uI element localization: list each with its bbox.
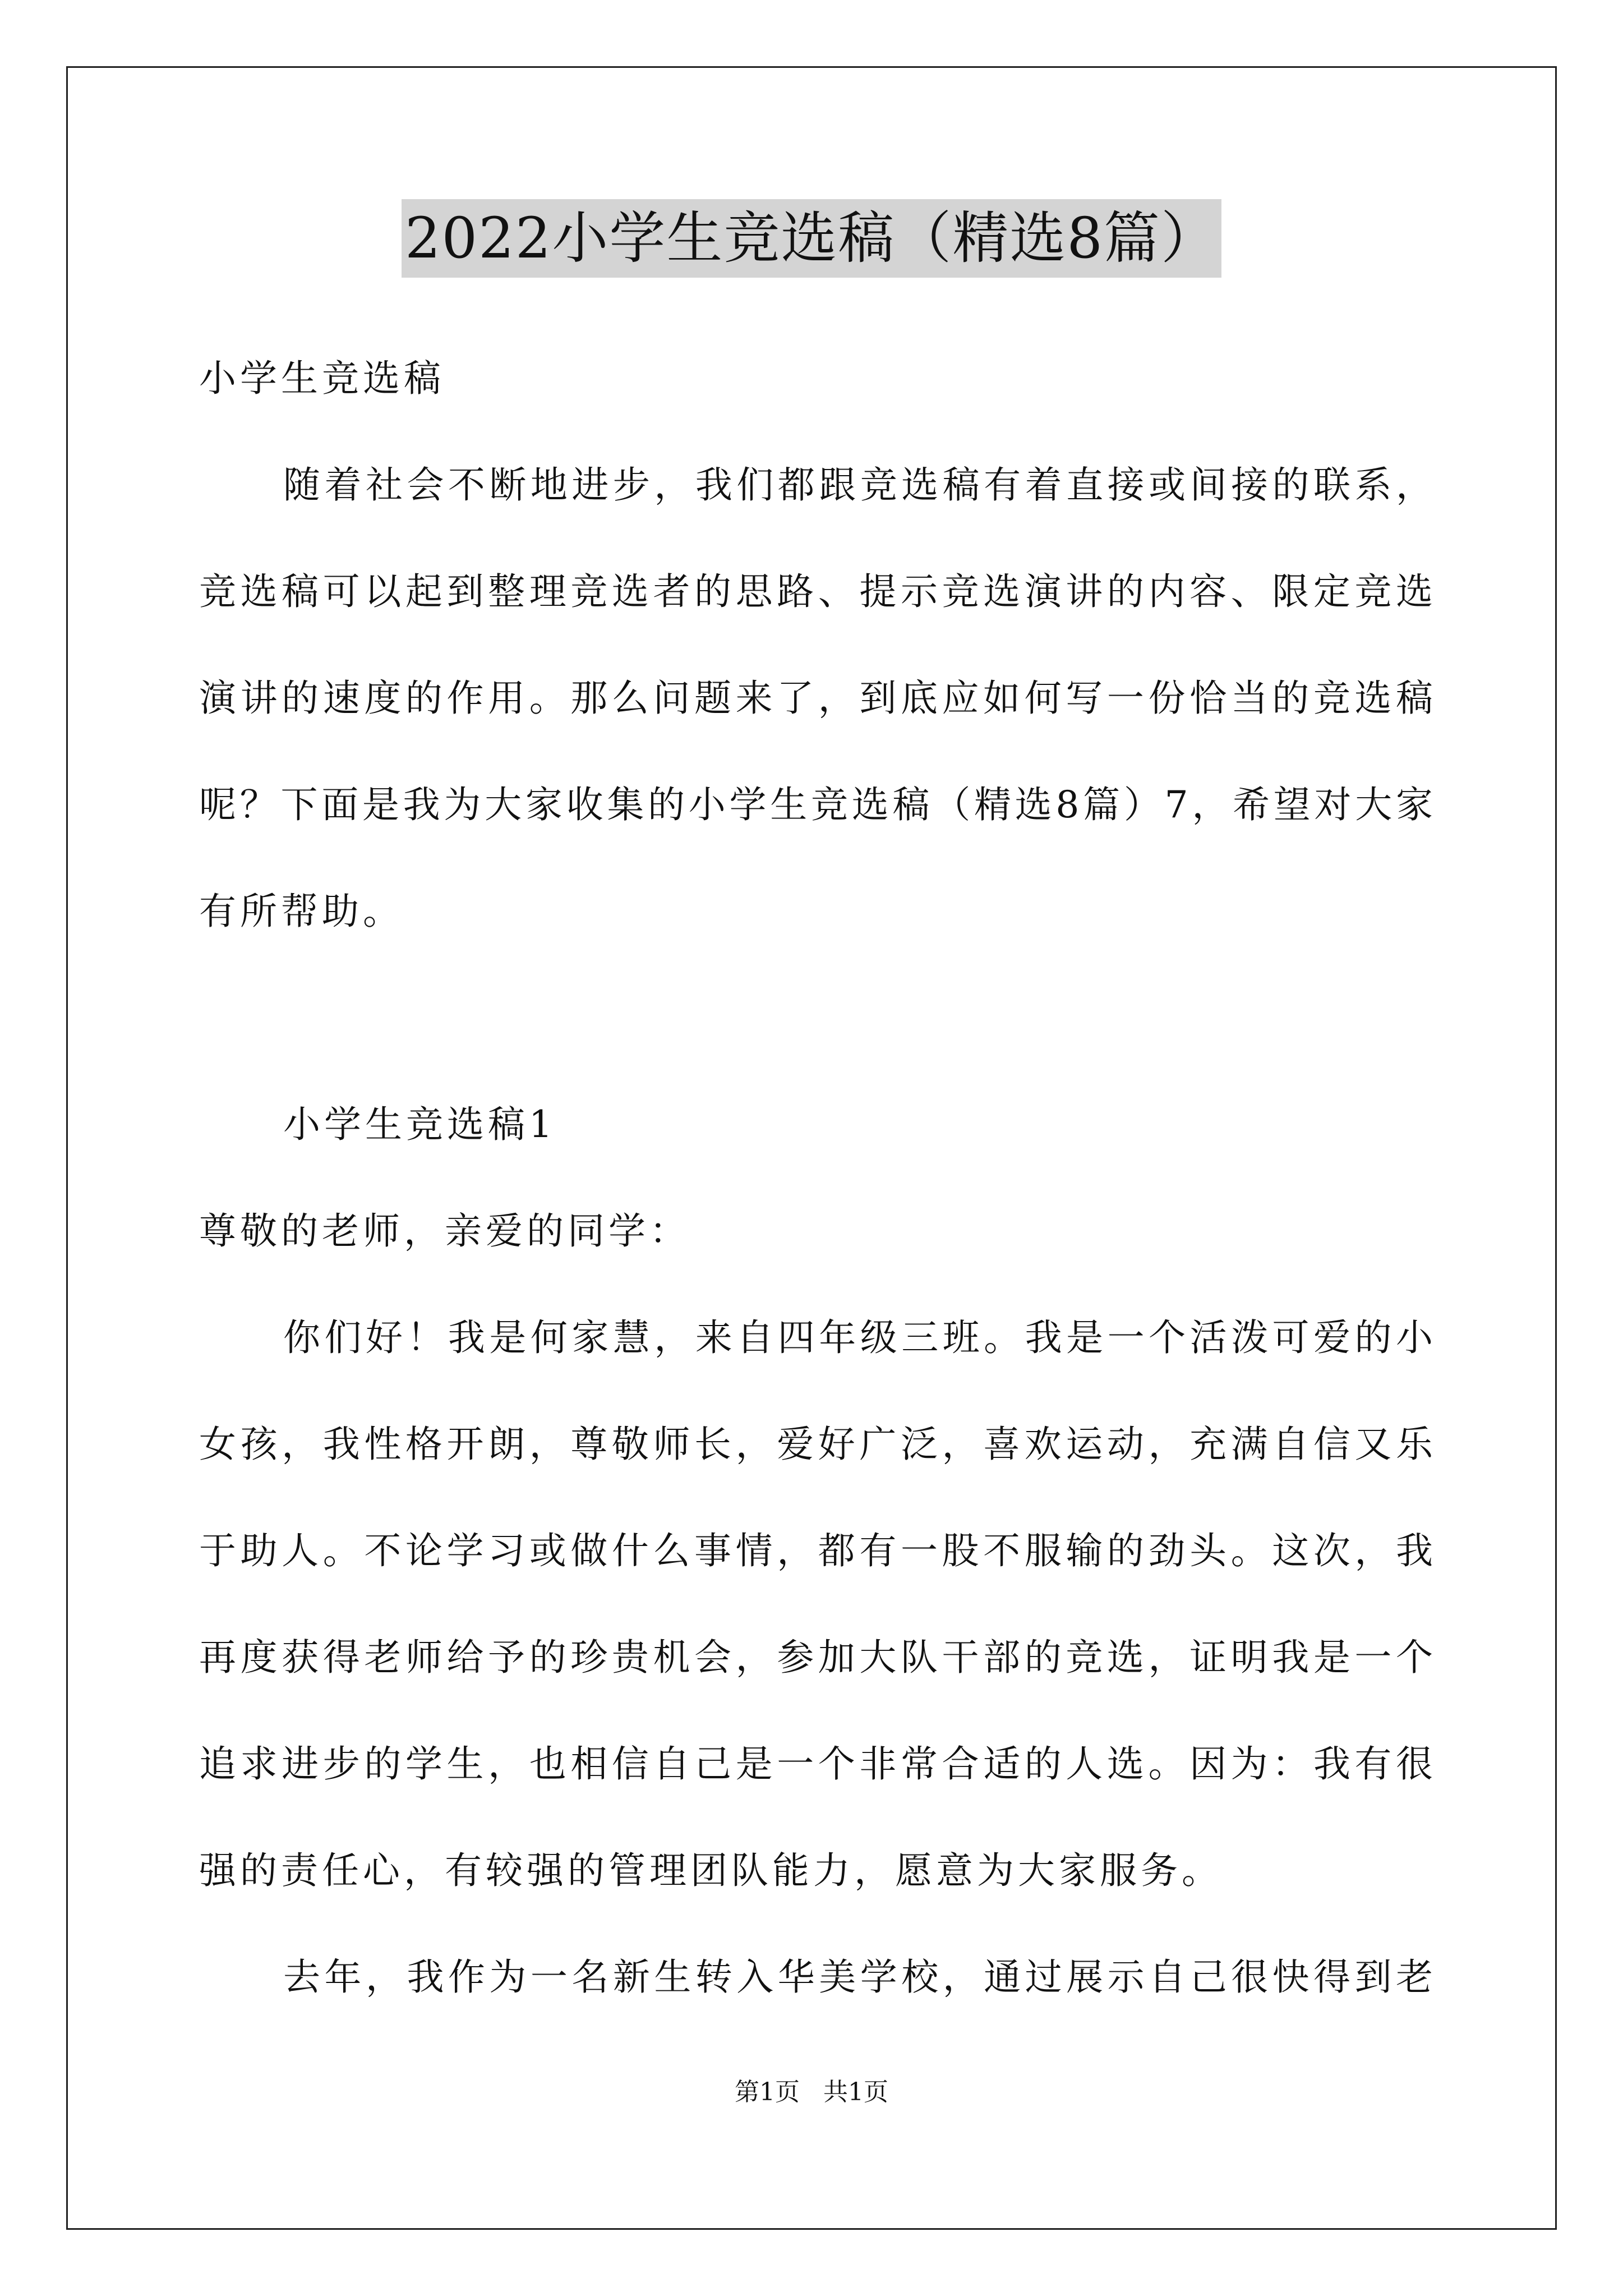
intro-line-2: 竞选稿可以起到整理竞选者的思路、提示竞选演讲的内容、限定竞选 <box>199 570 1433 613</box>
page-number-current: 第1页 <box>735 2078 800 2106</box>
document-title: 2022小学生竞选稿（精选8篇） <box>402 199 1221 278</box>
body-line-6: 强的责任心，有较强的管理团队能力，愿意为大家服务。 <box>199 1849 1223 1892</box>
body-line-3: 于助人。不论学习或做什么事情，都有一股不服输的劲头。这次，我 <box>199 1529 1433 1572</box>
body-line-2: 女孩，我性格开朗，尊敬师长，爱好广泛，喜欢运动，充满自信又乐 <box>199 1423 1433 1466</box>
intro-line-1: 随着社会不断地进步，我们都跟竞选稿有着直接或间接的联系， <box>283 463 1433 507</box>
subtitle: 小学生竞选稿 <box>199 357 445 400</box>
salutation: 尊敬的老师，亲爱的同学： <box>199 1209 690 1253</box>
body-line-1: 你们好！我是何家慧，来自四年级三班。我是一个活泼可爱的小 <box>283 1316 1433 1359</box>
title-container <box>0 199 1623 278</box>
section-heading: 小学生竞选稿1 <box>283 1103 556 1146</box>
intro-line-4: 呢？下面是我为大家收集的小学生竞选稿（精选8篇）7，希望对大家 <box>199 783 1433 826</box>
body-line-5: 追求进步的学生，也相信自己是一个非常合适的人选。因为：我有很 <box>199 1742 1433 1786</box>
page-footer <box>0 2076 1623 2109</box>
intro-line-3: 演讲的速度的作用。那么问题来了，到底应如何写一份恰当的竞选稿 <box>199 677 1433 720</box>
body-line-7: 去年，我作为一名新生转入华美学校，通过展示自己很快得到老 <box>283 1955 1433 1999</box>
body-line-4: 再度获得老师给予的珍贵机会，参加大队干部的竞选，证明我是一个 <box>199 1636 1433 1679</box>
intro-line-5: 有所帮助。 <box>199 890 404 933</box>
page-number-total: 共1页 <box>823 2078 888 2106</box>
